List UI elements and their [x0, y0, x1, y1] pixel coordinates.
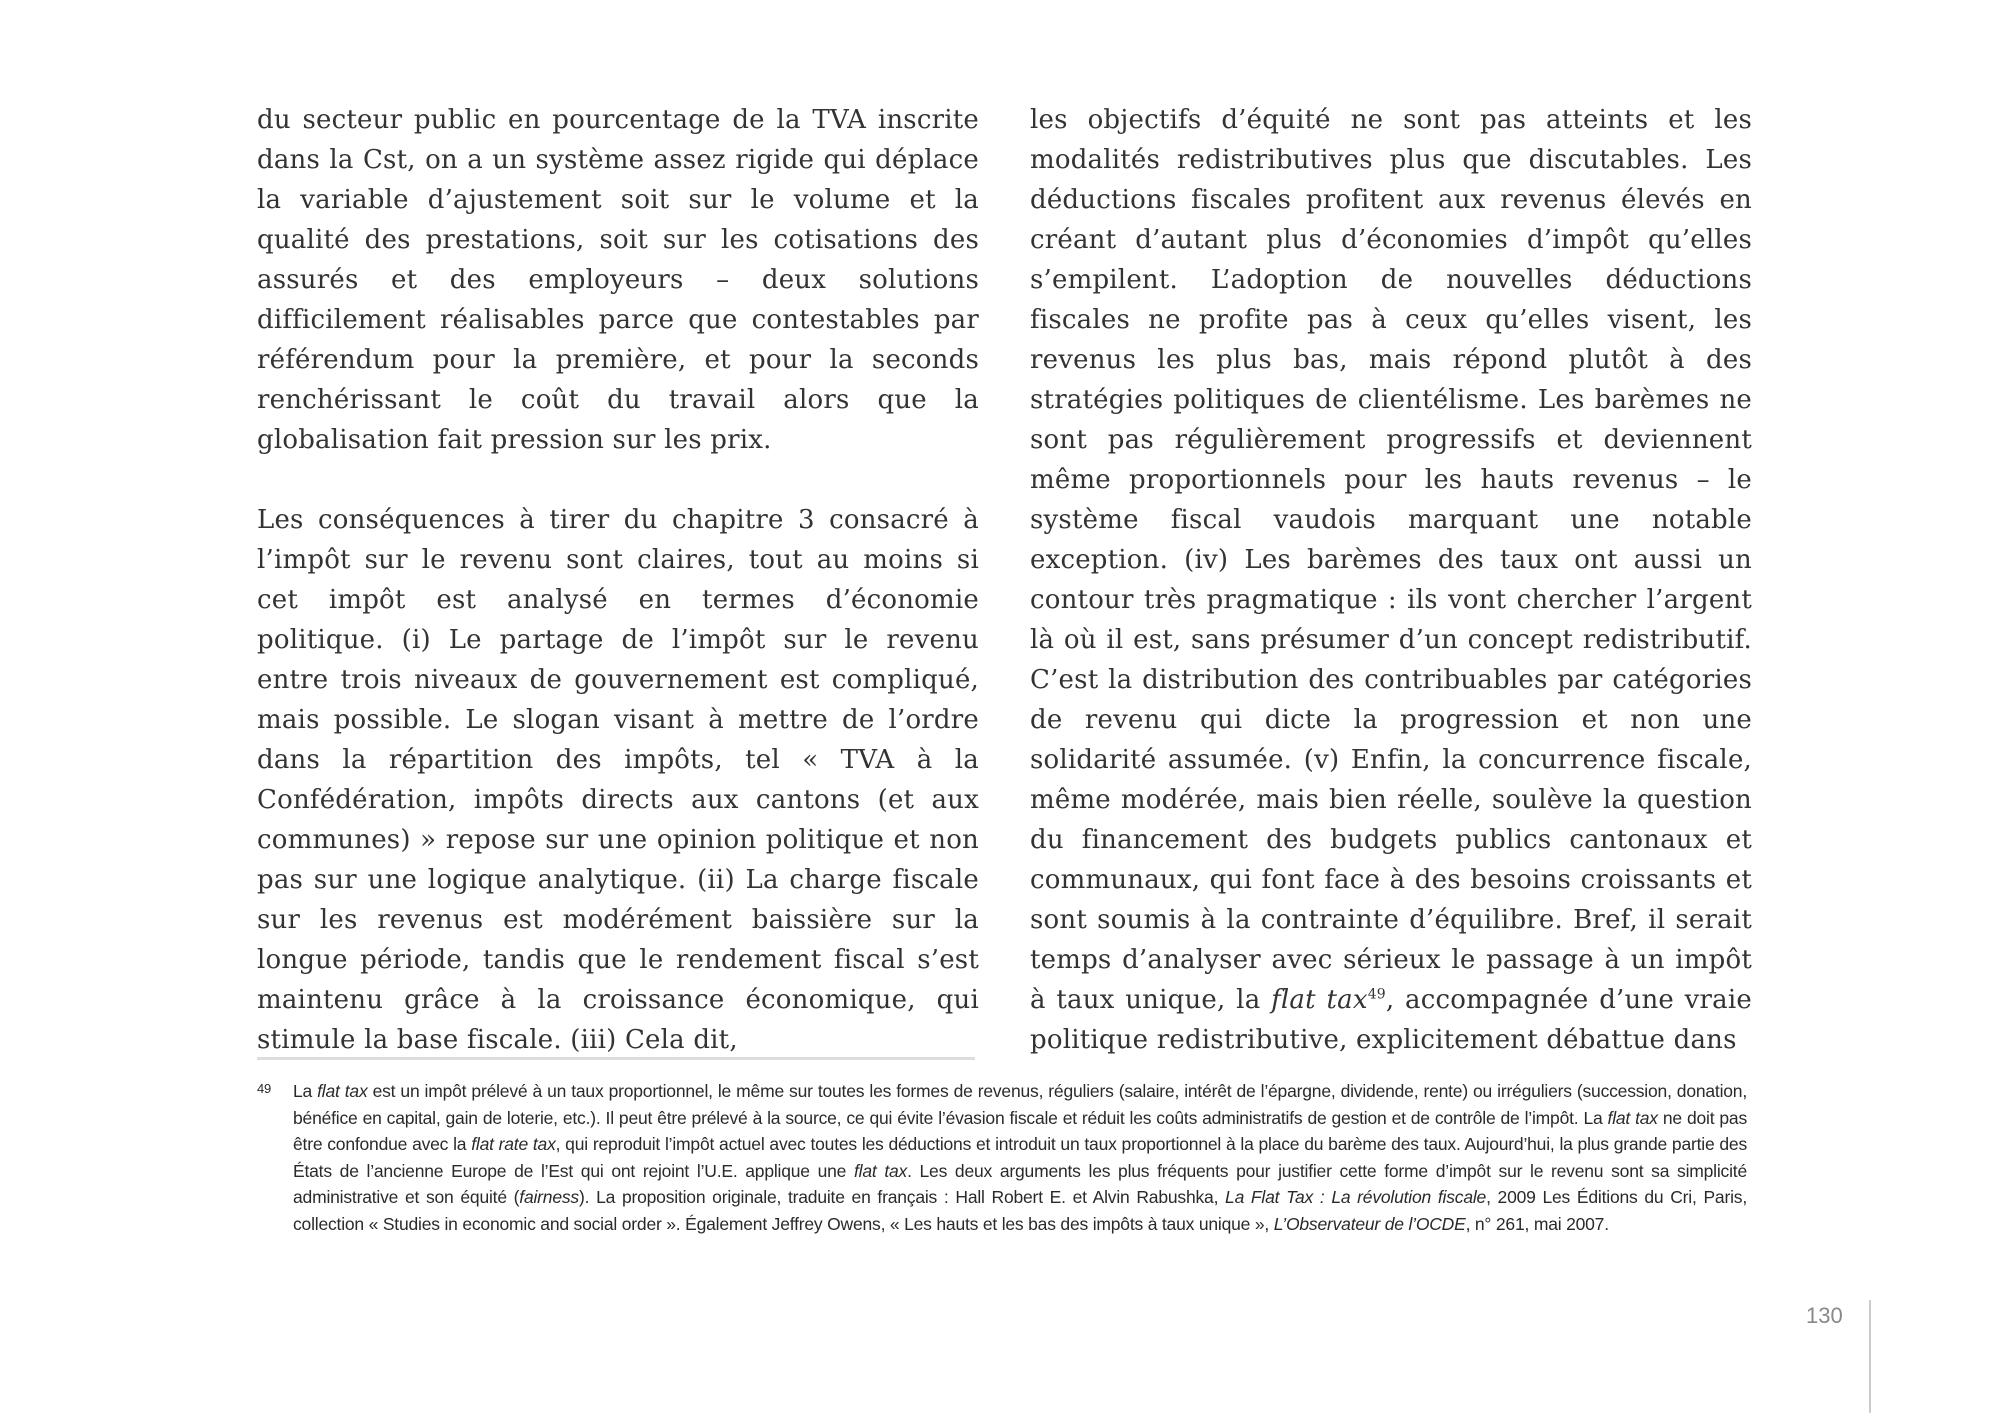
- footnote-italic: flat tax: [1607, 1107, 1658, 1128]
- footnote-italic: flat tax: [317, 1081, 368, 1101]
- paragraph: Les conséquences à tirer du chapitre 3 consacré à l’impôt sur le revenu sont claires, tout au moins si cet impôt est analysé en termes d’économie politique. (i) Le partage de l’impôt sur le revenu entre trois niveaux de gouvernement est compliqué, mais possible. Le slogan visant à mettre de l’ordre dans la répartition des impôts, tel « TVA à la Confédération, impôts directs aux cantons (et aux communes) » repose sur une opinion politique et non pas sur une logique analytique. (ii) La charge fiscale sur les revenus est modérément baissière sur la longue période, tandis que le rendement fiscal s’est maintenu grâce à la croissance économique, qui stimule la base fiscale. (iii) Cela dit,: [257, 505, 979, 1055]
- footnote-segment: . Les deux arguments les plus fréquents pour justifier cette forme d’impôt sur le revenu sont sa simplicité administrative et son équité (: [293, 1160, 1747, 1207]
- footnote-italic: La Flat Tax : La révolution fiscale: [1225, 1187, 1487, 1207]
- footnote-segment: , n° 261, mai 2007.: [1465, 1213, 1609, 1234]
- footnote-italic: flat tax: [854, 1160, 908, 1181]
- footnote-italic: flat rate tax: [471, 1134, 556, 1154]
- italic-term: flat tax: [1271, 985, 1368, 1015]
- right-text-column: [1030, 100, 1752, 1060]
- footnote-segment: ne doit pas être confondue avec la: [293, 1107, 1747, 1154]
- left-text-column: [257, 100, 979, 1060]
- footnote: [257, 1078, 1747, 1237]
- footnote-number: 49: [257, 1081, 272, 1096]
- footnote-italic: fairness: [519, 1187, 579, 1207]
- footnote-segment: , 2009 Les Éditions du Cri, Paris, collection « Studies in economic and social order ». Également Jeffrey Owens, « Les hauts et les bas des impôts à taux unique »,: [293, 1187, 1747, 1234]
- footnote-divider: [257, 1057, 975, 1060]
- page-number-rule: [1869, 1300, 1871, 1413]
- footnote-reference[interactable]: 49: [1367, 986, 1386, 1003]
- paragraph: du secteur public en pourcentage de la TVA inscrite dans la Cst, on a un système assez rigide qui déplace la variable d’ajustement soit sur le volume et la qualité des prestations, soit sur les cotisations des assurés et des employeurs – deux solutions difficilement réalisables parce que contestables par référendum pour la première, et pour la seconds renchérissant le coût du travail alors que la globalisation fait pression sur les prix.: [257, 105, 979, 455]
- footnote-segment: est un impôt prélevé à un taux proportionnel, le même sur toutes les formes de revenus, réguliers (salaire, intérêt de l’épargne, dividende, rente) ou irréguliers (succession, donation, bénéfice en capital, gain de loterie, etc.). Il peut être prélevé à la source, ce qui évite l’évasion fiscale et réduit les coûts administratifs de gestion et de contrôle de l’impôt. La: [293, 1081, 1748, 1128]
- paragraph: [1030, 100, 1752, 1060]
- page-number: 130: [1806, 1303, 1843, 1328]
- footnote-segment: ). La proposition originale, traduite en français : Hall Robert E. et Alvin Rabushka,: [578, 1187, 1226, 1207]
- footnote-segment: La: [293, 1081, 318, 1101]
- paragraph-text: , accompagnée d’une vraie politique redistributive, explicitement débattue dans: [1030, 985, 1752, 1055]
- footnote-segment: , qui reproduit l’impôt actuel avec toutes les déductions et introduit un taux proportionnel à la place du barème des taux. Aujourd’hui, la plus grande partie des États de l’ancienne Europe de l’Est qui ont rejoint l’U.E. applique une: [293, 1134, 1747, 1181]
- footnote-italic: L’Observateur de l’OCDE: [1273, 1213, 1466, 1234]
- footnote-text: [293, 1078, 1747, 1237]
- paragraph-text: les objectifs d’équité ne sont pas atteints et les modalités redistributives plus que discutables. Les déductions fiscales profitent aux revenus élevés en créant d’autant plus d’économies d’impôt qu’elles s’empilent. L’adoption de nouvelles déductions fiscales ne profite pas à ceux qu’elles visent, les revenus les plus bas, mais répond plutôt à des stratégies politiques de clientélisme. Les barèmes ne sont pas régulièrement progressifs et deviennent même proportionnels pour les hauts revenus – le système fiscal vaudois marquant une notable exception. (iv) Les barèmes des taux ont aussi un contour très pragmatique : ils vont chercher l’argent là où il est, sans présumer d’un concept redistributif. C’est la distribution des contribuables par catégories de revenu qui dicte la progression et non une solidarité assumée. (v) Enfin, la concurrence fiscale, même modérée, mais bien réelle, soulève la question du financement des budgets publics cantonaux et communaux, qui font face à des besoins croissants et sont soumis à la contrainte d’équilibre. Bref, il serait temps d’analyser avec sérieux le passage à un impôt à taux unique, la: [1030, 105, 1752, 1015]
